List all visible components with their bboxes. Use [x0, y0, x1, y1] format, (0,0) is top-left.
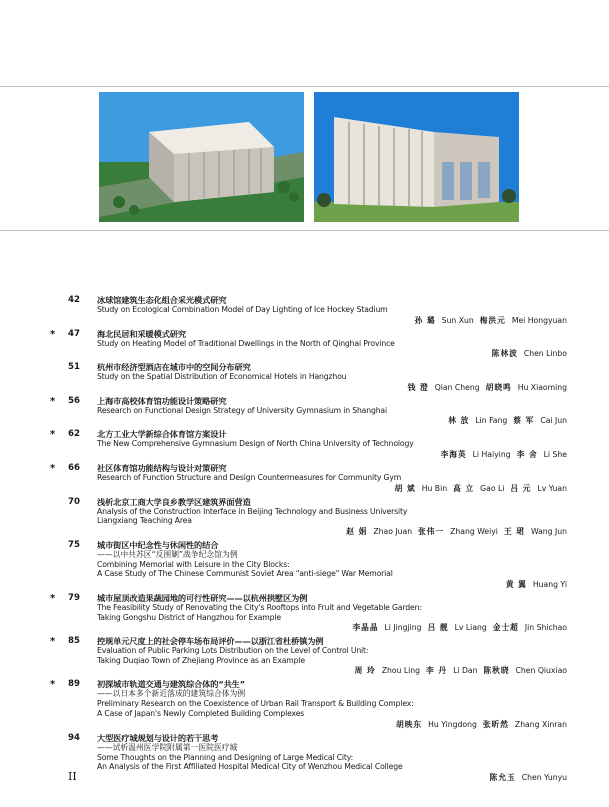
author-name: Hu Yingdong — [428, 719, 477, 729]
author-name: 吕 靓 — [427, 623, 449, 633]
toc-title-en: The Feasibility Study of Renovating the City's Rooftops into Fruit and Vegetable Garden: — [97, 602, 422, 612]
toc-entry[interactable] — [0, 497, 609, 537]
author-name: 赵 娟 — [346, 526, 368, 536]
star-marker-icon: * — [50, 636, 56, 648]
author-name: 金士超 — [492, 623, 519, 633]
toc-entry[interactable] — [0, 593, 609, 633]
author-name: Hu Xiaoming — [517, 382, 567, 392]
author-name: 吕 元 — [510, 483, 532, 493]
photo-gymnasium-building — [314, 92, 519, 222]
toc-authors — [97, 348, 567, 359]
table-of-contents — [0, 295, 609, 786]
toc-title-en: Research of Function Structure and Design Countermeasures for Community Gym — [97, 472, 402, 482]
toc-subtitle-zh: ——试析温州医学院附属第一医院医疗城 — [97, 742, 238, 752]
toc-title-zh: 大型医疗城规划与设计的若干思考 — [97, 732, 219, 743]
author-name: 李 丹 — [426, 666, 448, 676]
author-name: Sun Xun — [441, 315, 474, 325]
toc-title-en: Liangxiang Teaching Area — [97, 516, 192, 526]
author-name: Li Jingjing — [384, 623, 422, 633]
toc-page-number: 94 — [68, 732, 80, 743]
author-name: Lv Liang — [454, 623, 487, 633]
toc-page-number: 79 — [68, 592, 80, 603]
author-name: 陈秋晓 — [483, 666, 510, 676]
toc-title-zh: 冰球馆建筑生态化组合采光模式研究 — [97, 295, 227, 305]
toc-title-zh: 上海市高校体育馆功能设计策略研究 — [97, 395, 227, 406]
author-name: 张伟一 — [418, 526, 445, 536]
toc-entry[interactable] — [0, 396, 609, 427]
author-name: Zhou Ling — [381, 666, 421, 676]
toc-authors — [97, 449, 567, 460]
star-marker-icon: * — [50, 429, 56, 441]
author-name: 胡映东 — [396, 719, 423, 729]
toc-title-en: A Case of Japan's Newly Completed Building Complexes — [97, 708, 305, 718]
toc-subtitle-zh: ——以日本多个新近落成的建筑综合体为例 — [97, 689, 246, 699]
toc-page-number: 51 — [68, 362, 80, 373]
author-name: Lin Fang — [475, 416, 508, 426]
toc-title-en: Study on Ecological Combination Model of Day Lighting of Ice Hockey Stadium — [97, 305, 388, 314]
toc-entry[interactable] — [0, 429, 609, 460]
author-name: Cai Jun — [540, 416, 567, 426]
star-marker-icon: * — [50, 592, 56, 604]
star-marker-icon: * — [50, 395, 56, 407]
author-name: 周 玲 — [354, 666, 376, 676]
author-name: Zhang Weiyi — [450, 526, 498, 536]
author-name: 黄 翼 — [505, 579, 527, 589]
author-name: 张昕然 — [482, 719, 509, 729]
toc-title-en: Combining Memorial with Leisure in the City Blocks: — [97, 559, 290, 569]
toc-title-zh: 杭州市经济型酒店在城市中的空间分布研究 — [97, 362, 251, 373]
toc-title-zh: 城市街区中纪念性与休闲性的结合 — [97, 539, 219, 550]
toc-title-en: Study on the Spatial Distribution of Economical Hotels in Hangzhou — [97, 372, 347, 382]
page-number: II — [68, 770, 77, 783]
toc-authors — [97, 526, 567, 537]
author-name: Huang Yi — [532, 579, 567, 589]
author-name: 蔡 军 — [513, 416, 535, 426]
toc-title-en: Preliminary Research on the Coexistence of Urban Rail Transport & Building Complex: — [97, 699, 414, 709]
toc-title-en: Evaluation of Public Parking Lots Distribution on the Level of Control Unit: — [97, 646, 369, 656]
toc-title-zh: 浅析北京工商大学良乡教学区建筑界面营造 — [97, 496, 251, 507]
author-name: 李晶晶 — [352, 623, 379, 633]
author-name: 高 立 — [453, 483, 475, 493]
toc-entry[interactable] — [0, 295, 609, 326]
toc-title-zh: 城市屋顶改造果蔬园地的可行性研究——以杭州拱墅区为例 — [97, 592, 308, 603]
toc-authors — [97, 622, 567, 633]
toc-authors — [97, 719, 567, 730]
toc-authors — [97, 772, 567, 783]
toc-title-en: Taking Gongshu District of Hangzhou for Example — [97, 612, 281, 622]
author-name: Hu Bin — [421, 483, 448, 493]
toc-title-zh: 控规单元尺度上的社会停车场布局评价——以浙江省杜桥镇为例 — [97, 636, 324, 647]
author-name: Mei Hongyuan — [511, 315, 567, 325]
author-name: Li She — [543, 449, 567, 459]
author-name: Li Dan — [453, 666, 478, 676]
toc-authors — [97, 415, 567, 426]
toc-entry[interactable] — [0, 733, 609, 783]
toc-entry[interactable] — [0, 636, 609, 676]
toc-entry[interactable] — [0, 329, 609, 360]
toc-page-number: 89 — [68, 679, 80, 690]
toc-entry[interactable] — [0, 463, 609, 494]
toc-entry[interactable] — [0, 362, 609, 393]
toc-title-en: The New Comprehensive Gymnasium Design of North China University of Technology — [97, 439, 414, 449]
toc-title-zh: 社区体育馆功能结构与设计对策研究 — [97, 462, 227, 473]
toc-title-en: An Analysis of the First Affiliated Hospital Medical City of Wenzhou Medical College — [97, 762, 403, 772]
author-name: Chen Qiuxiao — [515, 666, 567, 676]
author-name: Zhao Juan — [373, 526, 413, 536]
author-name: 胡晓鸣 — [485, 382, 512, 392]
toc-page-number: 62 — [68, 429, 80, 440]
toc-entry[interactable] — [0, 540, 609, 590]
toc-title-en: Some Thoughts on the Planning and Designing of Large Medical City: — [97, 752, 354, 762]
toc-page-number: 56 — [68, 395, 80, 406]
toc-page-number: 85 — [68, 636, 80, 647]
toc-entry[interactable] — [0, 679, 609, 729]
author-name: 王 珺 — [503, 526, 525, 536]
toc-title-zh: 北方工业大学新综合体育馆方案设计 — [97, 429, 227, 440]
toc-title-en: Study on Heating Model of Traditional Dwellings in the North of Qinghai Province — [97, 338, 395, 348]
author-name: Gao Li — [480, 483, 505, 493]
author-name: 胡 斌 — [394, 483, 416, 493]
author-name: Wang Jun — [530, 526, 567, 536]
toc-subtitle-zh: ——以中共苏区“反围剿”战争纪念馆为例 — [97, 549, 238, 559]
toc-page-number: 66 — [68, 462, 80, 473]
author-name: Zhang Xinran — [514, 719, 567, 729]
author-name: Chen Yunyu — [521, 772, 567, 782]
star-marker-icon: * — [50, 328, 56, 340]
author-name: Lv Yuan — [537, 483, 567, 493]
toc-title-en: Research on Functional Design Strategy of University Gymnasium in Shanghai — [97, 405, 387, 415]
toc-title-en: A Case Study of The Chinese Communist Soviet Area "anti-siege" War Memorial — [97, 569, 393, 579]
toc-authors — [97, 665, 567, 676]
author-name: 钱 澄 — [407, 382, 429, 392]
author-name: 孙 璐 — [414, 315, 436, 325]
author-name: 林 放 — [448, 416, 470, 426]
author-name: Chen Linbo — [523, 349, 567, 359]
photo-bottom-divider — [0, 230, 609, 231]
toc-page-number: 70 — [68, 496, 80, 507]
photo-ice-hockey-stadium — [99, 92, 304, 222]
toc-page-number: 75 — [68, 539, 80, 550]
author-name: Li Haiying — [472, 449, 511, 459]
author-name: Qian Cheng — [434, 382, 480, 392]
toc-page-number: 42 — [68, 295, 80, 305]
author-name: 李 舍 — [516, 449, 538, 459]
toc-authors — [97, 382, 567, 393]
toc-authors — [97, 315, 567, 326]
toc-title-zh: 初探城市轨道交通与建筑综合体的“共生” — [97, 679, 246, 690]
toc-authors — [97, 483, 567, 494]
toc-title-en: Taking Duqiao Town of Zhejiang Province as an Example — [97, 655, 305, 665]
author-name: 陈林波 — [491, 349, 518, 359]
top-divider — [0, 86, 609, 87]
toc-page-number: 47 — [68, 328, 80, 339]
star-marker-icon: * — [50, 679, 56, 691]
star-marker-icon: * — [50, 462, 56, 474]
author-name: Jin Shichao — [524, 623, 567, 633]
author-name: 陈允玉 — [489, 772, 516, 782]
toc-title-en: Analysis of the Construction Interface in Beijing Technology and Business University — [97, 506, 408, 516]
toc-authors — [97, 579, 567, 590]
author-name: 梅洪元 — [479, 315, 506, 325]
author-name: 李海英 — [440, 449, 467, 459]
toc-title-zh: 海北民居和采暖模式研究 — [97, 328, 186, 339]
